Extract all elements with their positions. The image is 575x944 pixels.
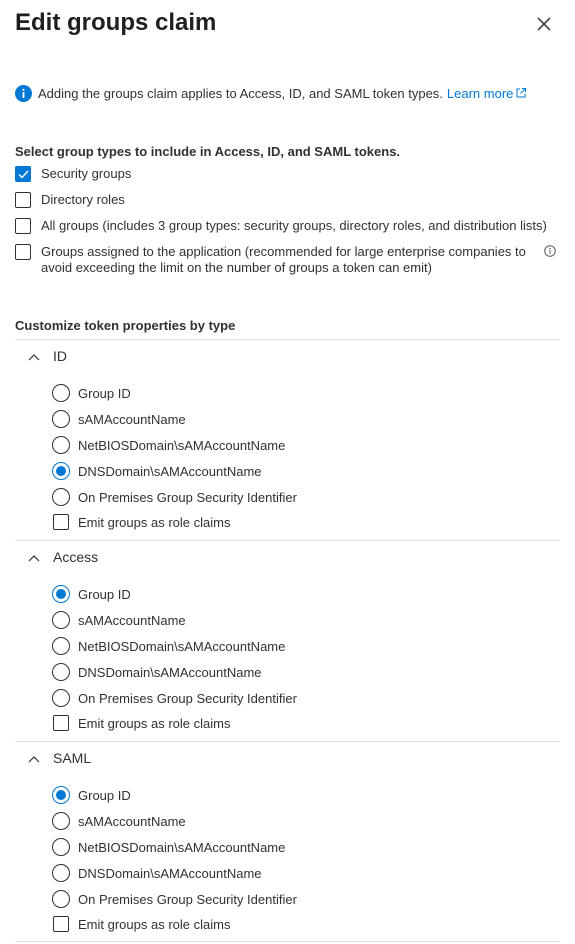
token-option[interactable]	[52, 864, 262, 882]
token-option[interactable]	[52, 585, 131, 603]
group-type-label: All groups (includes 3 group types: security groups, directory roles, and distribution lists)	[41, 218, 547, 233]
emit-role-claims-label: Emit groups as role claims	[78, 715, 231, 731]
group-type-option[interactable]	[15, 166, 131, 182]
learn-more-link[interactable]	[447, 86, 527, 101]
token-option-label: sAMAccountName	[78, 411, 186, 427]
group-type-label: Directory roles	[41, 192, 125, 207]
group-type-label: Security groups	[41, 166, 132, 181]
emit-role-claims-option[interactable]	[53, 514, 230, 530]
radio-button[interactable]	[52, 786, 70, 804]
token-option[interactable]	[52, 689, 297, 707]
radio-button[interactable]	[52, 410, 70, 428]
token-option[interactable]	[52, 436, 285, 454]
token-option-label: DNSDomain\sAMAccountName	[78, 463, 262, 479]
group-type-checkbox[interactable]	[15, 192, 31, 208]
token-option[interactable]	[52, 462, 262, 480]
radio-button[interactable]	[52, 838, 70, 856]
token-option[interactable]	[52, 611, 186, 629]
group-type-checkbox[interactable]	[15, 218, 31, 234]
group-type-label: Groups assigned to the application (recommended for large enterprise companies to avoid exceeding the limit on the number of groups a token can emit)	[41, 244, 526, 275]
close-button[interactable]	[533, 13, 555, 35]
emit-role-claims-option[interactable]	[53, 916, 230, 932]
emit-role-claims-option[interactable]	[53, 715, 230, 731]
token-option[interactable]	[52, 786, 131, 804]
info-message	[15, 84, 527, 102]
token-option-label: sAMAccountName	[78, 612, 186, 628]
radio-button[interactable]	[52, 689, 70, 707]
group-type-option[interactable]	[15, 192, 125, 208]
token-option-label: DNSDomain\sAMAccountName	[78, 865, 262, 881]
group-type-checkbox[interactable]	[15, 244, 31, 260]
info-text: Adding the groups claim applies to Access, ID, and SAML token types.	[38, 85, 443, 101]
token-option[interactable]	[52, 384, 131, 402]
chevron-up-icon	[28, 549, 40, 565]
token-option-label: On Premises Group Security Identifier	[78, 891, 297, 907]
token-option-label: DNSDomain\sAMAccountName	[78, 664, 262, 680]
section-divider	[15, 741, 560, 742]
token-group-header-id[interactable]	[28, 348, 67, 364]
emit-role-claims-label: Emit groups as role claims	[78, 916, 231, 932]
radio-button[interactable]	[52, 637, 70, 655]
group-type-option[interactable]	[15, 244, 531, 276]
info-tooltip-icon[interactable]	[544, 245, 556, 257]
customize-heading: Customize token properties by type	[15, 318, 236, 333]
group-type-checkbox[interactable]	[15, 166, 31, 182]
token-option[interactable]	[52, 410, 186, 428]
token-option-label: NetBIOSDomain\sAMAccountName	[78, 638, 286, 654]
token-option[interactable]	[52, 838, 285, 856]
radio-button[interactable]	[52, 384, 70, 402]
radio-button[interactable]	[52, 864, 70, 882]
radio-button[interactable]	[52, 812, 70, 830]
token-group-name: ID	[53, 348, 67, 364]
group-type-option[interactable]	[15, 218, 547, 234]
emit-role-claims-checkbox[interactable]	[53, 514, 69, 530]
chevron-up-icon	[28, 348, 40, 364]
section-divider	[15, 339, 560, 340]
chevron-up-icon	[28, 750, 40, 766]
token-group-header-saml[interactable]	[28, 750, 91, 766]
external-link-icon	[515, 87, 527, 99]
token-option[interactable]	[52, 812, 186, 830]
info-icon	[15, 85, 32, 102]
radio-button[interactable]	[52, 890, 70, 908]
token-option-label: NetBIOSDomain\sAMAccountName	[78, 437, 286, 453]
token-option-label: On Premises Group Security Identifier	[78, 489, 297, 505]
section-divider	[15, 941, 560, 942]
radio-button[interactable]	[52, 663, 70, 681]
panel-title: Edit groups claim	[15, 9, 217, 36]
token-option[interactable]	[52, 663, 262, 681]
token-option-label: sAMAccountName	[78, 813, 186, 829]
close-icon	[533, 13, 555, 35]
token-option-label: Group ID	[78, 787, 131, 803]
emit-role-claims-checkbox[interactable]	[53, 916, 69, 932]
token-option-label: On Premises Group Security Identifier	[78, 690, 297, 706]
token-group-name: SAML	[53, 750, 92, 766]
token-option[interactable]	[52, 488, 297, 506]
token-option-label: NetBIOSDomain\sAMAccountName	[78, 839, 286, 855]
token-group-header-access[interactable]	[28, 549, 98, 565]
section-divider	[15, 540, 560, 541]
token-option[interactable]	[52, 637, 285, 655]
radio-button[interactable]	[52, 436, 70, 454]
learn-more-label: Learn more	[446, 85, 514, 101]
radio-button[interactable]	[52, 488, 70, 506]
emit-role-claims-label: Emit groups as role claims	[78, 514, 231, 530]
radio-button[interactable]	[52, 585, 70, 603]
token-option-label: Group ID	[78, 385, 131, 401]
group-types-heading: Select group types to include in Access, ID, and SAML tokens.	[15, 144, 401, 159]
emit-role-claims-checkbox[interactable]	[53, 715, 69, 731]
token-group-name: Access	[53, 549, 99, 565]
token-option[interactable]	[52, 890, 297, 908]
radio-button[interactable]	[52, 462, 70, 480]
token-option-label: Group ID	[78, 586, 131, 602]
radio-button[interactable]	[52, 611, 70, 629]
